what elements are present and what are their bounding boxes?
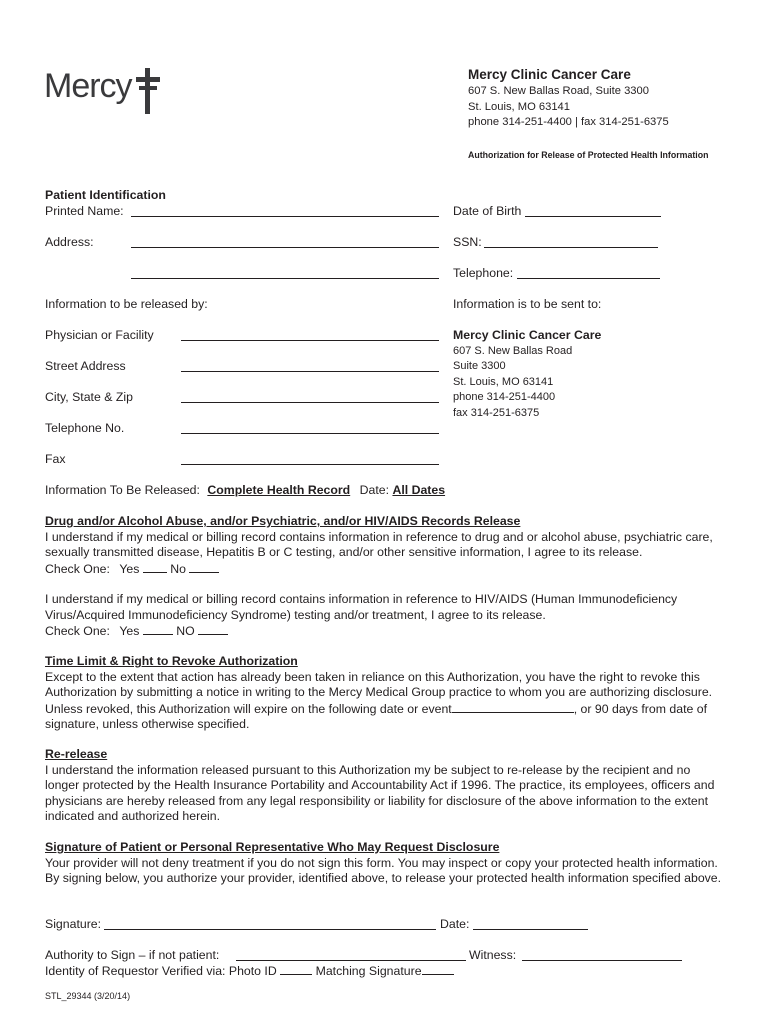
revoke-text-before: Except to the extent that action has already been taken in reliance on this Authorization, you have the right to revoke this Authorization by submitting a notice in writing to the Mercy Medical Group practice to whom you are authorizing disclosure. Unless revoked, this Authorization will expire on the following date or event: [45, 669, 713, 716]
expiration-field[interactable]: [452, 701, 574, 713]
clinic-contact: phone 314-251-4400 | fax 314-251-6375: [468, 116, 669, 128]
signature-field[interactable]: [104, 929, 436, 930]
clinic-header: [468, 66, 669, 131]
hiv-section: [45, 592, 725, 640]
signature-date-label: Date:: [440, 917, 470, 931]
drug-check1: [45, 561, 725, 578]
drug-section: [45, 514, 725, 577]
patient-section-title: Patient Identification: [45, 188, 166, 202]
rerelease-section: [45, 747, 725, 825]
check-one-label: Check One:: [45, 561, 110, 576]
sent-to-org: Mercy Clinic Cancer Care: [453, 328, 602, 342]
check2-no-label: NO: [176, 624, 195, 638]
street-field[interactable]: [181, 371, 439, 372]
release-telephone-field[interactable]: [181, 433, 439, 434]
signature-heading: Signature of Patient or Personal Representative Who May Request Disclosure: [45, 840, 500, 854]
photo-id-field[interactable]: [280, 963, 312, 975]
info-released-line: [45, 483, 445, 499]
logo-wordmark: Mercy: [44, 67, 132, 105]
city-label: City, State & Zip: [45, 390, 133, 404]
check1-yes-field[interactable]: [143, 561, 167, 573]
clinic-name: Mercy Clinic Cancer Care: [468, 67, 631, 82]
check2-no-field[interactable]: [198, 623, 228, 635]
form-code: STL_29344 (3/20/14): [45, 991, 131, 1001]
sent-to-title: Information is to be sent to:: [453, 297, 602, 311]
drug-text1: I understand if my medical or billing record contains information in reference to drug and or alcohol abuse, psychiatric care, sexually transmitted disease, Hepatitis B or C testing, and/or other sensitive information, I agree to its release.: [45, 529, 713, 559]
clinic-address-line2: St. Louis, MO 63141: [468, 100, 570, 113]
form-title: Authorization for Release of Protected Health Information: [468, 150, 709, 160]
drug-check2: [45, 623, 725, 640]
identity-label: Identity of Requestor Verified via: Photo ID: [45, 964, 277, 978]
dob-field[interactable]: [525, 216, 661, 217]
check1-yes-label: Yes: [119, 561, 140, 576]
check1-no-field[interactable]: [189, 561, 219, 573]
sent-to-line: 607 S. New Ballas Road: [453, 345, 573, 357]
check-one-label: Check One:: [45, 624, 110, 638]
released-date-label: Date:: [359, 483, 390, 497]
telephone-label: Telephone:: [453, 266, 514, 280]
drug-heading: Drug and/or Alcohol Abuse, and/or Psychiatric, and/or HIV/AIDS Records Release: [45, 514, 521, 528]
fax-label: Fax: [45, 452, 66, 466]
release-by-title: Information to be released by:: [45, 297, 208, 311]
revoke-text: [45, 670, 725, 733]
address-field-line1[interactable]: [131, 247, 439, 248]
sent-to-line: St. Louis, MO 63141: [453, 376, 554, 388]
city-field[interactable]: [181, 402, 439, 403]
rerelease-heading: Re-release: [45, 747, 108, 761]
physician-label: Physician or Facility: [45, 328, 154, 342]
signature-section: [45, 840, 725, 887]
ssn-field[interactable]: [484, 247, 658, 248]
check1-no-label: No: [170, 561, 186, 576]
released-record-value: Complete Health Record: [207, 483, 351, 497]
revoke-text-after: , or 90 days from date of signature, unless otherwise specified.: [45, 701, 708, 731]
street-label: Street Address: [45, 359, 126, 373]
matching-signature-field[interactable]: [422, 963, 454, 975]
check2-yes-label: Yes: [119, 624, 140, 638]
authority-label: Authority to Sign – if not patient:: [45, 948, 220, 962]
drug-text2: I understand if my medical or billing record contains information in reference to HIV/AIDS (Human Immunodeficiency Virus/Acquired Immunodeficiency Syndrome) testing and/or treatment, I agree to its release.: [45, 592, 678, 622]
sent-to-line: Suite 3300: [453, 360, 506, 372]
identity-line: [45, 963, 454, 980]
mercy-logo: [44, 66, 132, 106]
release-telephone-label: Telephone No.: [45, 421, 125, 435]
info-released-label: Information To Be Released:: [45, 483, 200, 497]
address-field-line2[interactable]: [131, 278, 439, 279]
witness-field[interactable]: [522, 960, 682, 961]
rerelease-text: I understand the information released pursuant to this Authorization my be subject to re-release by the recipient and no longer protected by the Health Insurance Portability and Accountability Act if 1996. The practice, its employees, officers and physicians are hereby released from any legal responsibility or liability for disclosure of the above information to the extent indicated and authorized herein.: [45, 762, 715, 823]
matching-signature-label: Matching Signature: [315, 964, 422, 978]
check2-yes-field[interactable]: [143, 623, 173, 635]
address-label: Address:: [45, 235, 94, 249]
ssn-label: SSN:: [453, 235, 482, 249]
released-date-value: All Dates: [392, 483, 446, 497]
telephone-field[interactable]: [517, 278, 660, 279]
authority-field[interactable]: [236, 960, 466, 961]
signature-date-field[interactable]: [473, 929, 588, 930]
fax-field[interactable]: [181, 464, 439, 465]
clinic-address-line1: 607 S. New Ballas Road, Suite 3300: [468, 85, 649, 97]
signature-label: Signature:: [45, 917, 102, 931]
cross-icon: [134, 68, 164, 114]
sent-to-line: fax 314-251-6375: [453, 407, 540, 419]
dob-label: Date of Birth: [453, 204, 522, 218]
signature-text: Your provider will not deny treatment if you do not sign this form. You may inspect or copy your protected health information. By signing below, you authorize your provider, identified above, to release your protected health information specified above.: [45, 855, 722, 885]
printed-name-label: Printed Name:: [45, 204, 124, 218]
revoke-heading: Time Limit & Right to Revoke Authorization: [45, 654, 298, 668]
witness-label: Witness:: [469, 948, 517, 962]
sent-to-line: phone 314-251-4400: [453, 391, 556, 403]
physician-field[interactable]: [181, 340, 439, 341]
printed-name-field[interactable]: [131, 216, 439, 217]
revoke-section: [45, 654, 725, 733]
